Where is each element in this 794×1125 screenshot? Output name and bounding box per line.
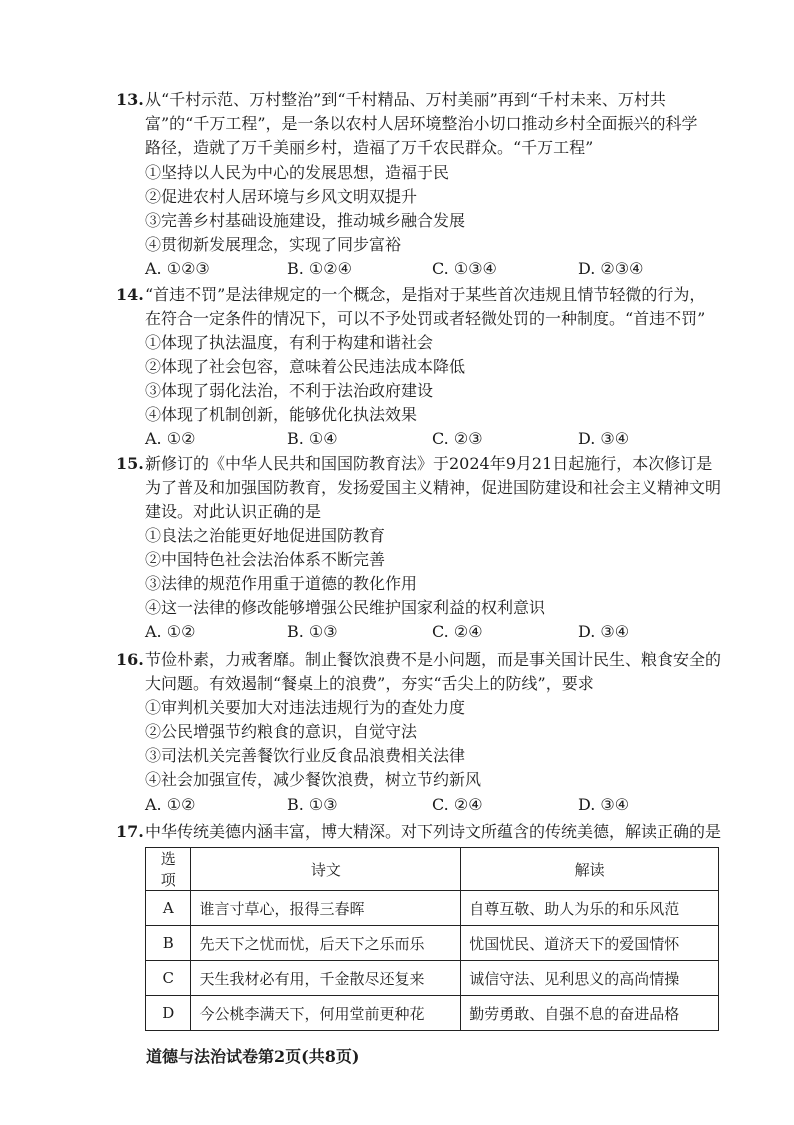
table-header-row — [146, 848, 719, 891]
option-d: D. ③④ — [578, 622, 630, 641]
row-poem: 谁言寸草心，报得三春晖 — [191, 891, 461, 926]
question-number: 15. — [116, 454, 144, 473]
option-a: A. ①② — [145, 622, 196, 641]
header-option: 选项 — [146, 848, 191, 891]
table-row — [146, 891, 719, 926]
option-c: C. ②④ — [432, 622, 483, 641]
row-interpretation: 忧国忧民、道济天下的爱国情怀 — [461, 926, 719, 961]
question-stem-line: 富”的“千万工程”，是一条以农村人居环境整治小切口推动乡村全面振兴的科学 — [145, 114, 698, 133]
question-number: 17. — [116, 822, 144, 841]
row-interpretation: 自尊互敬、助人为乐的和乐风范 — [461, 891, 719, 926]
row-poem: 天生我材必有用，千金散尽还复来 — [191, 961, 461, 996]
row-interpretation: 勤劳勇敢、自强不息的奋进品格 — [461, 996, 719, 1031]
question-stem-line: 在符合一定条件的情况下，可以不予处罚或者轻微处罚的一种制度。“首违不罚” — [145, 309, 706, 328]
question-number: 16. — [116, 650, 144, 669]
row-poem: 今公桃李满天下，何用堂前更种花 — [191, 996, 461, 1031]
question-stem-line: 为了普及和加强国防教育，发扬爱国主义精神，促进国防建设和社会主义精神文明 — [145, 478, 722, 497]
question-stem-line: 大问题。有效遏制“餐桌上的浪费”，夯实“舌尖上的防线”，要求 — [145, 674, 594, 693]
option-c: C. ②③ — [432, 429, 483, 448]
question-stem-line: 新修订的《中华人民共和国国防教育法》于2024年9月21日起施行，本次修订是 — [145, 454, 713, 473]
statement-item: ②促进农村人居环境与乡风文明双提升 — [145, 187, 418, 206]
row-poem: 先天下之忧而忧，后天下之乐而乐 — [191, 926, 461, 961]
row-option: C — [146, 961, 191, 996]
option-d: D. ③④ — [578, 795, 630, 814]
option-d: D. ②③④ — [578, 259, 644, 278]
page-footer: 道德与法治试卷第2页(共8页) — [146, 1047, 360, 1066]
table-row — [146, 996, 719, 1031]
question-stem-line: 路径，造就了万千美丽乡村，造福了万千农民群众。“千万工程” — [145, 138, 594, 157]
question-number: 14. — [116, 285, 144, 304]
option-a: A. ①②③ — [145, 259, 210, 278]
header-interpretation: 解读 — [461, 848, 719, 891]
question-stem-line: 节俭朴素，力戒奢靡。制止餐饮浪费不是小问题，而是事关国计民生、粮食安全的 — [145, 650, 722, 669]
statement-item: ①审判机关要加大对违法违规行为的查处力度 — [145, 698, 466, 717]
row-option: B — [146, 926, 191, 961]
question-number: 13. — [116, 90, 144, 109]
statement-item: ④这一法律的修改能够增强公民维护国家利益的权利意识 — [145, 598, 546, 617]
option-c: C. ①③④ — [432, 259, 497, 278]
question-stem-line: 从“千村示范、万村整治”到“千村精品、万村美丽”再到“千村未来、万村共 — [145, 90, 666, 109]
statement-item: ④体现了机制创新，能够优化执法效果 — [145, 405, 418, 424]
statement-item: ④社会加强宣传，减少餐饮浪费，树立节约新风 — [145, 770, 482, 789]
option-a: A. ①② — [145, 429, 196, 448]
statement-item: ②中国特色社会法治体系不断完善 — [145, 550, 386, 569]
table-row — [146, 926, 719, 961]
question-stem-line: 建设。对此认识正确的是 — [145, 502, 322, 521]
option-b: B. ①③ — [287, 622, 338, 641]
option-d: D. ③④ — [578, 429, 630, 448]
row-option: D — [146, 996, 191, 1031]
question-stem-line: 中华传统美德内涵丰富，博大精深。对下列诗文所蕴含的传统美德，解读正确的是 — [145, 822, 722, 841]
row-option: A — [146, 891, 191, 926]
question-stem-line: “首违不罚”是法律规定的一个概念，是指对于某些首次违规且情节轻微的行为， — [145, 285, 706, 304]
statement-item: ①体现了执法温度，有利于构建和谐社会 — [145, 333, 434, 352]
header-poem: 诗文 — [191, 848, 461, 891]
statement-item: ③体现了弱化法治，不利于法治政府建设 — [145, 381, 434, 400]
option-b: B. ①③ — [287, 795, 338, 814]
statement-item: ③完善乡村基础设施建设，推动城乡融合发展 — [145, 211, 466, 230]
option-a: A. ①② — [145, 795, 196, 814]
statement-item: ②体现了社会包容，意味着公民违法成本降低 — [145, 357, 466, 376]
statement-item: ②公民增强节约粮食的意识，自觉守法 — [145, 722, 418, 741]
poetry-table — [145, 847, 719, 1031]
statement-item: ④贯彻新发展理念，实现了同步富裕 — [145, 235, 402, 254]
option-b: B. ①④ — [287, 429, 338, 448]
option-b: B. ①②④ — [287, 259, 352, 278]
row-interpretation: 诚信守法、见利思义的高尚情操 — [461, 961, 719, 996]
table-row — [146, 961, 719, 996]
statement-item: ①良法之治能更好地促进国防教育 — [145, 526, 386, 545]
statement-item: ③法律的规范作用重于道德的教化作用 — [145, 574, 418, 593]
statement-item: ①坚持以人民为中心的发展思想，造福于民 — [145, 163, 450, 182]
option-c: C. ②④ — [432, 795, 483, 814]
statement-item: ③司法机关完善餐饮行业反食品浪费相关法律 — [145, 746, 466, 765]
